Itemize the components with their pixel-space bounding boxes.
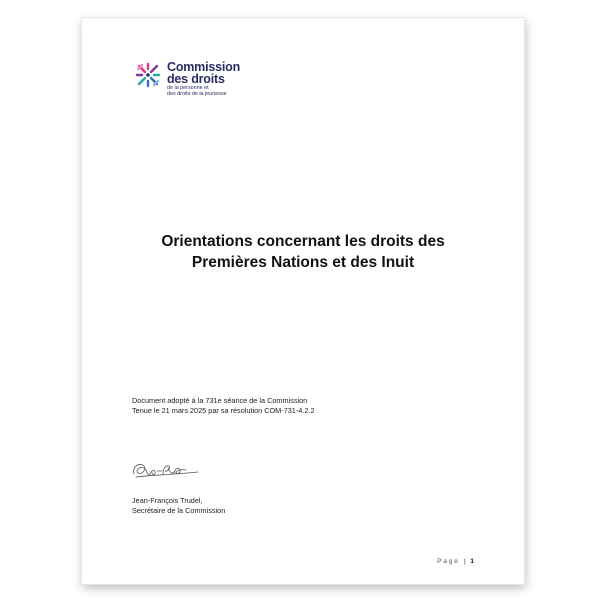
organization-subtitle-line1: de la personne et (167, 85, 209, 91)
signatory-role: Secrétaire de la Commission (132, 506, 226, 515)
page-label: Page (437, 558, 460, 565)
signatory-name: Jean-François Trudel, (132, 496, 203, 505)
page-number: 1 (470, 558, 474, 565)
organization-name (167, 61, 240, 97)
signatory-block (132, 496, 225, 516)
organization-name-line1: Commission (167, 60, 241, 74)
page-footer (437, 558, 474, 565)
commission-logo-icon (135, 62, 161, 88)
adoption-statement (132, 396, 315, 416)
adoption-line1: Document adopté à la 731e séance de la Commission (132, 396, 308, 405)
organization-subtitle-line2: des droits de la jeunesse (167, 91, 227, 98)
document-page (82, 18, 524, 584)
page-separator: | (463, 558, 466, 565)
organization-name-line2: des droits (167, 72, 225, 86)
document-title (82, 231, 524, 273)
organization-logo (135, 61, 240, 97)
document-title-line1: Orientations concernant les droits des (161, 233, 445, 250)
adoption-line2: Tenue le 21 mars 2025 par sa résolution COM-731-4.2.2 (132, 406, 315, 415)
handwritten-signature (130, 458, 202, 482)
document-title-line2: Premières Nations et des Inuit (191, 254, 415, 271)
